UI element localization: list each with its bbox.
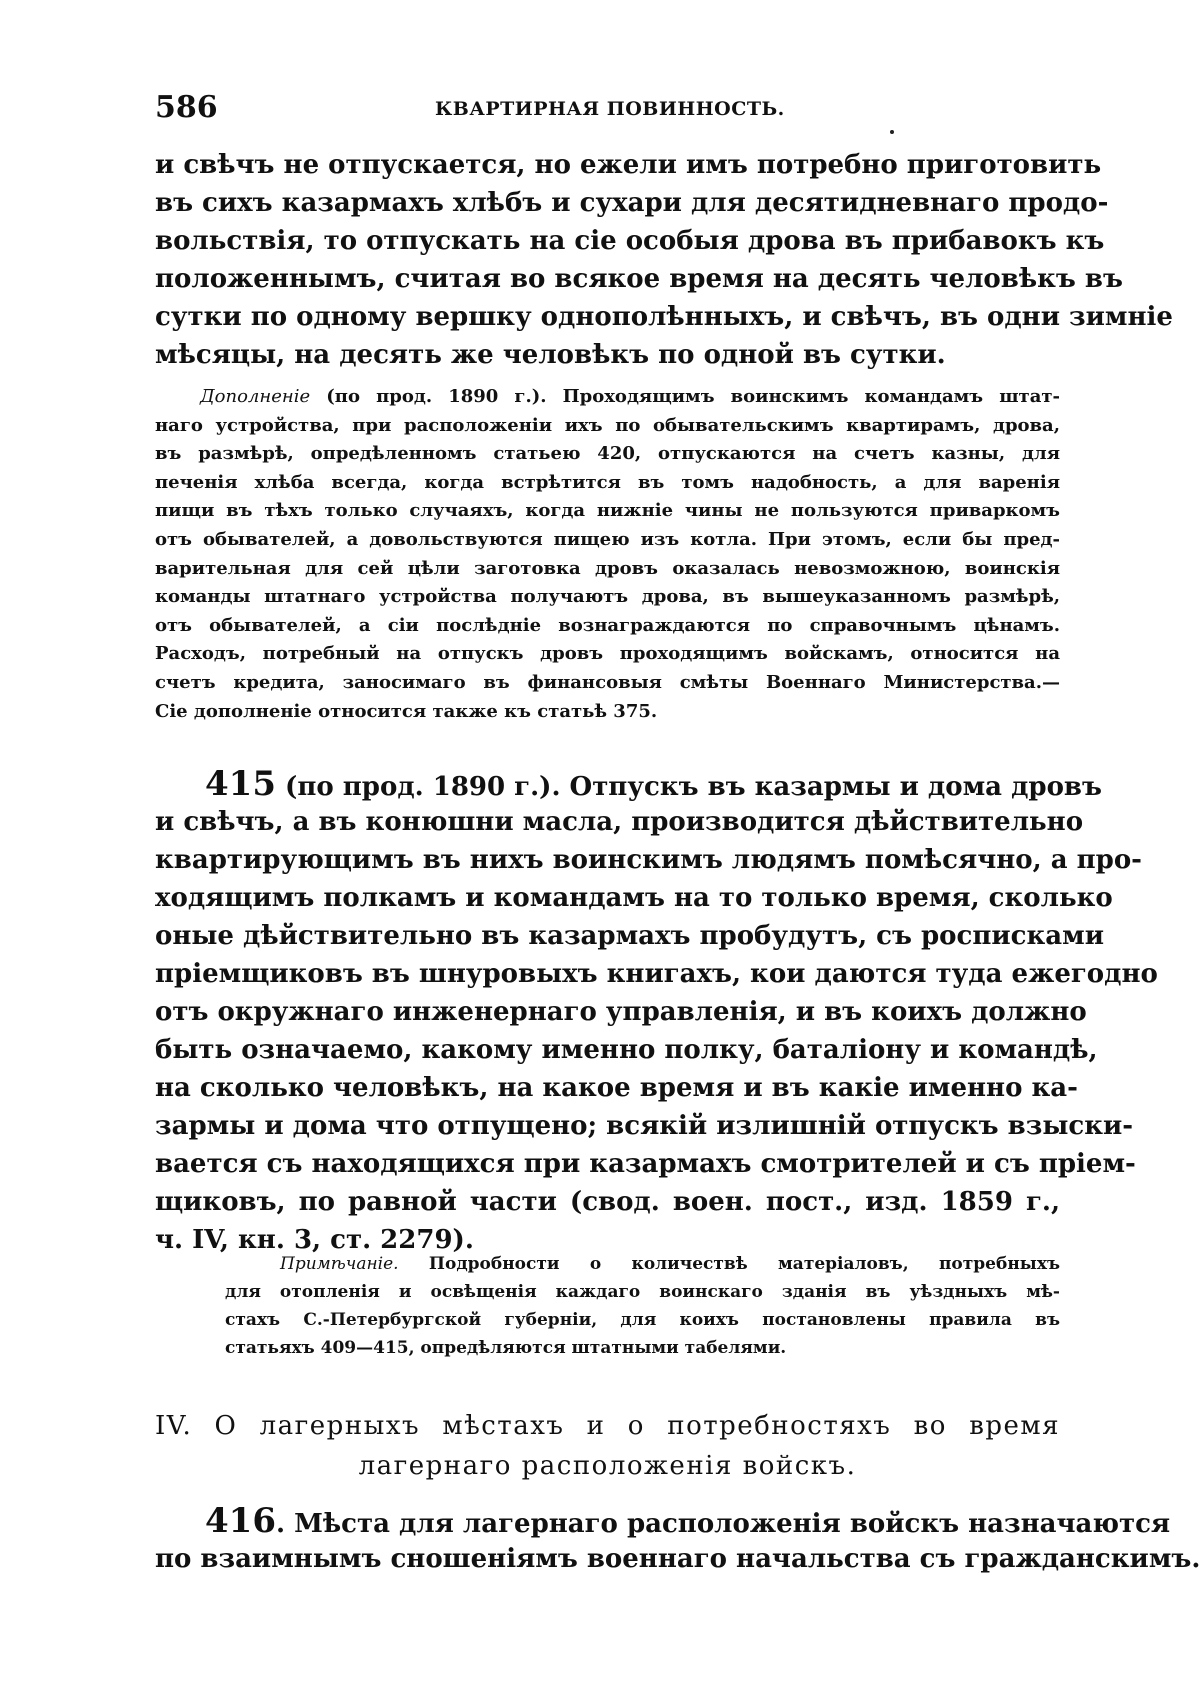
text-line: Расходъ, потребный на отпускъ дровъ проходящимъ войскамъ, относится на	[155, 643, 1060, 665]
text-line: быть означаемо, какому именно полку, баталіону и командѣ,	[155, 1035, 1098, 1065]
text-line: ч. IV, кн. 3, ст. 2279).	[155, 1225, 474, 1255]
text-line: и свѣчъ, а въ конюшни масла, производится дѣйствительно	[155, 807, 1084, 837]
article-number: 415	[205, 764, 276, 804]
text-line: вольствія, то отпускать на сіе особыя дрова въ прибавокъ къ	[155, 226, 1105, 256]
text-span: (по прод. 1890 г.). Отпускъ въ казармы и дома дровъ	[275, 772, 1102, 802]
text-line: ходящимъ полкамъ и командамъ на то только время, сколько	[155, 883, 1113, 913]
text-line: щиковъ, по равной части (свод. воен. пост., изд. 1859 г.,	[155, 1187, 1060, 1217]
text-line	[155, 764, 1102, 804]
text-line: сутки по одному вершку однополѣнныхъ, и свѣчъ, въ одни зимніе	[155, 302, 1173, 332]
page-header	[155, 90, 1060, 130]
text-line: счетъ кредита, заносимаго въ финансовыя смѣты Военнаго Министерства.—	[155, 671, 1060, 693]
text-line	[155, 383, 1060, 412]
text-line: въ сихъ казармахъ хлѣбъ и сухари для десятидневнаго продо-	[155, 188, 1109, 218]
text-line: въ размѣрѣ, опредѣленномъ статьею 420, отпускаются на счетъ казны, для	[155, 443, 1060, 465]
section-heading-line: лагернаго расположенія войскъ.	[358, 1451, 857, 1481]
continuation-paragraph	[155, 146, 1173, 374]
text-line: отъ обывателей, а сіи послѣдніе вознаграждаются по справочнымъ цѣнамъ.	[155, 614, 1060, 636]
text-line: для отопленія и освѣщенія каждаго воинскаго зданія въ уѣздныхъ мѣ-	[225, 1282, 1060, 1302]
text-span: Подробности о количествѣ матеріаловъ, потребныхъ	[398, 1254, 1060, 1274]
text-line: Сіе дополненіе относится также къ статьѣ 375.	[155, 700, 658, 722]
text-line: мѣсяцы, на десять же человѣкъ по одной въ сутки.	[155, 340, 946, 370]
text-line: статьяхъ 409—415, опредѣляются штатными табелями.	[225, 1338, 787, 1358]
speck	[890, 130, 894, 134]
text-line: команды штатнаго устройства получаютъ дрова, въ вышеуказанномъ размѣрѣ,	[155, 586, 1060, 608]
text-line	[225, 1250, 1060, 1278]
text-line: печенія хлѣба всегда, когда встрѣтится въ томъ надобность, а для варенія	[155, 471, 1060, 493]
text-line: наго устройства, при расположеніи ихъ по обывательскимъ квартирамъ, дрова,	[155, 414, 1060, 436]
text-line: отъ окружнаго инженернаго управленія, и въ коихъ должно	[155, 997, 1087, 1027]
text-line: стахъ С.-Петербургской губерніи, для коихъ постановлены правила въ	[225, 1310, 1060, 1330]
text-line: пріемщиковъ въ шнуровыхъ книгахъ, кои даются туда ежегодно	[155, 959, 1158, 989]
text-line: зармы и дома что отпущено; всякій излишній отпускъ взыски-	[155, 1111, 1134, 1141]
article-number: 416	[205, 1501, 276, 1541]
text-line: по взаимнымъ сношеніямъ военнаго начальства съ гражданскимъ.	[155, 1544, 1200, 1574]
text-line: и свѣчъ не отпускается, но ежели имъ потребно приготовить	[155, 150, 1102, 180]
text-line: пищи въ тѣхъ только случаяхъ, когда нижніе чины не пользуются приваркомъ	[155, 500, 1060, 522]
text-line: варительная для сей цѣли заготовка дровъ оказалась невозможною, воинскія	[155, 557, 1060, 579]
text-line: вается съ находящихся при казармахъ смотрителей и съ пріем-	[155, 1149, 1136, 1179]
text-line: на сколько человѣкъ, на какое время и въ какіе именно ка-	[155, 1073, 1078, 1103]
text-line: оные дѣйствительно въ казармахъ пробудутъ, съ росписками	[155, 921, 1104, 951]
note-label: Примѣчаніе.	[280, 1254, 399, 1274]
addition-paragraph	[155, 383, 1060, 726]
text-line	[155, 1501, 1171, 1541]
running-head: КВАРТИРНАЯ ПОВИННОСТЬ.	[435, 98, 785, 120]
page-number: 586	[155, 90, 218, 125]
addition-label: Дополненіе	[200, 386, 311, 407]
text-line: квартирующимъ въ нихъ воинскимъ людямъ помѣсячно, а про-	[155, 845, 1142, 875]
text-span: . Мѣста для лагернаго расположенія войскъ назначаются	[275, 1509, 1171, 1539]
section-heading	[155, 1406, 1060, 1486]
article-416	[155, 1501, 1200, 1578]
text-span: (по прод. 1890 г.). Проходящимъ воинскимъ командамъ штат-	[326, 386, 1060, 407]
section-heading-line: IV. О лагерныхъ мѣстахъ и о потребностяхъ во время	[155, 1411, 1060, 1441]
text-line: отъ обывателей, а довольствуются пищею изъ котла. При этомъ, если бы пред-	[155, 528, 1060, 550]
text-line: положеннымъ, считая во всякое время на десять человѣкъ въ	[155, 264, 1123, 294]
note-paragraph	[225, 1250, 1060, 1362]
article-415	[155, 764, 1158, 1259]
